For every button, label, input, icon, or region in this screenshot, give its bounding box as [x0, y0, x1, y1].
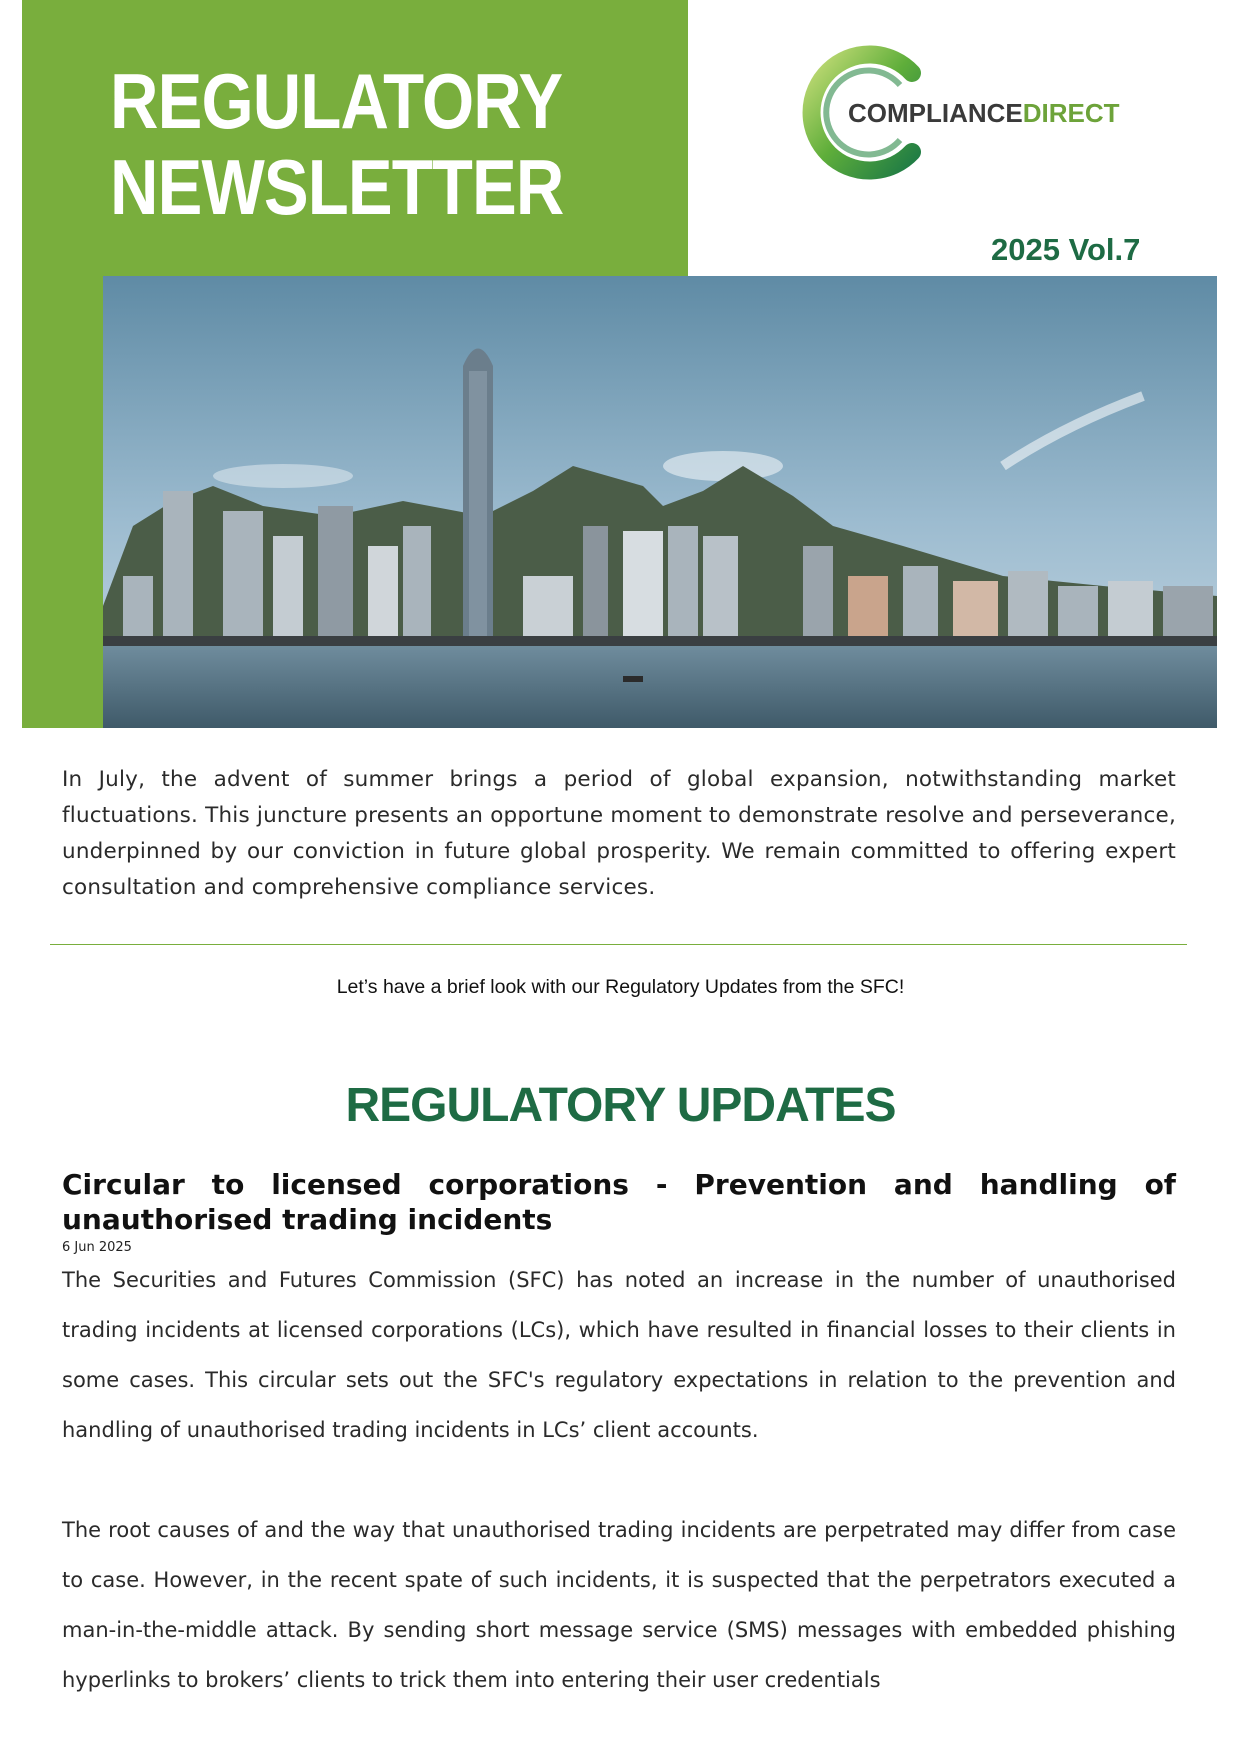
- article-date: 6 Jun 2025: [62, 1240, 132, 1255]
- title-line-1: REGULATORY: [110, 57, 563, 145]
- article-paragraph-2: The root causes of and the way that unauthorised trading incidents are perpetrated may differ from case to case. However, in the recent spate of such incidents, it is suspected that the perpetrators executed a man-in-the-middle attack. By sending short message service (SMS) messages with embedded phishing hyperlinks to brokers’ clients to trick them into entering their user credentials: [62, 1518, 1176, 1692]
- regulatory-teaser: Let’s have a brief look with our Regulatory Updates from the SFC!: [336, 976, 905, 998]
- volume-label: 2025 Vol.7: [991, 232, 1141, 267]
- logo-word-direct: DIRECT: [1022, 98, 1120, 128]
- compliance-direct-logo: [800, 45, 1200, 180]
- intro-paragraph: In July, the advent of summer brings a period of global expansion, notwithstanding market fluctuations. This juncture presents an opportune moment to demonstrate resolve and perseverance, underpinned by our conviction in future global prosperity. We remain committed to offering expert consultation and comprehensive compliance services.: [62, 767, 1176, 900]
- article-paragraph-1: The Securities and Futures Commission (SFC) has noted an increase in the number of unauthorised trading incidents at licensed corporations (LCs), which have resulted in financial losses to their clients in some cases. This circular sets out the SFC's regulatory expectations in relation to the prevention and handling of unauthorised trading incidents in LCs’ client accounts.: [62, 1268, 1176, 1442]
- title-line-2: NEWSLETTER: [110, 143, 564, 231]
- logo-wordmark: [848, 98, 1120, 129]
- section-divider: [50, 944, 1187, 945]
- section-title: REGULATORY UPDATES: [345, 1079, 896, 1132]
- article-title: Circular to licensed corporations - Prevention and handling of unauthorised trading incidents: [62, 1168, 1176, 1236]
- newsletter-title: [110, 58, 564, 230]
- logo-word-compliance: COMPLIANCE: [848, 98, 1023, 128]
- hong-kong-skyline-image: [103, 276, 1217, 728]
